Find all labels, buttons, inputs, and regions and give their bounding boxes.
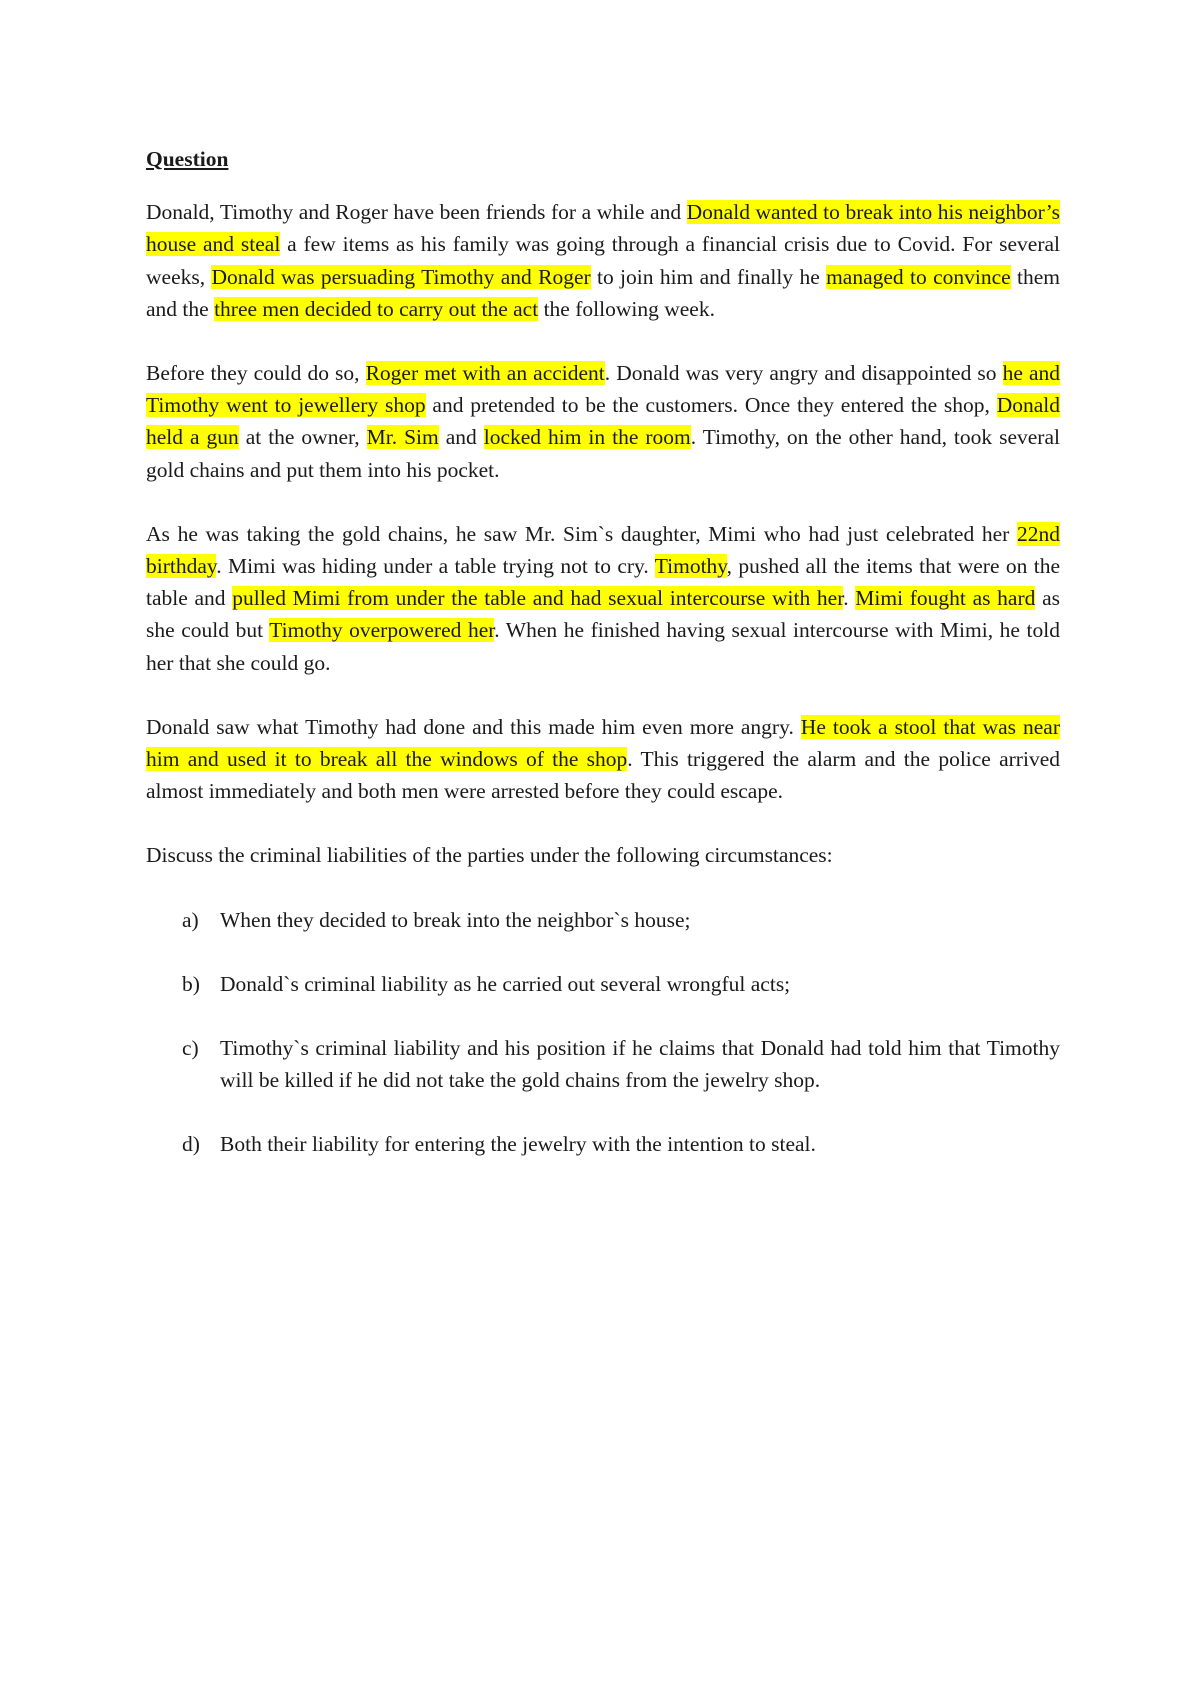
highlighted-text: He took a stool that was near him and used it to break all the windows of the shop [146,714,1060,772]
text-segment: , pushed all the items that were on the table and [146,554,1061,611]
text-segment: Donald saw what Timothy had done and this made him even more angry. [146,714,801,739]
text-segment: As he was taking the gold chains, he saw Mr. Sim`s daughter, Mimi who had just celebrated her [146,521,1017,546]
question-item [146,1032,1060,1096]
highlighted-text: Timothy overpowered her [269,618,495,643]
highlighted-text: Roger met with an accident [365,361,605,386]
highlighted-text: locked him in the room [483,425,691,450]
paragraph [146,711,1060,808]
paragraph [146,357,1060,486]
highlighted-text: 22nd birthday [146,521,1060,579]
paragraph [146,518,1060,679]
highlighted-text: Timothy [654,554,727,579]
highlighted-text: three men decided to carry out the act [214,296,539,321]
question-marker: a) [182,907,199,932]
highlighted-text: Mimi fought as hard [855,586,1036,611]
text-segment: to join him and finally he [590,264,827,289]
highlighted-text: pulled Mimi from under the table and had sexual intercourse with her [232,586,844,611]
text-segment: at the owner, [238,425,367,450]
question-item [146,1128,1060,1160]
highlighted-text: Donald was persuading Timothy and Roger [211,264,591,289]
text-segment: the following week. [538,296,715,321]
question-item [146,904,1060,936]
question-text: Donald`s criminal liability as he carried out several wrongful acts; [220,971,791,996]
highlighted-text: Mr. Sim [366,425,439,450]
question-text: Both their liability for entering the jewelry with the intention to steal. [220,1132,816,1157]
text-segment: Before they could do so, [146,361,366,386]
text-segment: and [438,425,484,450]
question-text: When they decided to break into the neighbor`s house; [220,907,691,932]
text-segment: as she could but [146,586,1060,643]
text-segment: and pretended to be the customers. Once they entered the shop, [425,393,997,418]
paragraph [146,196,1060,325]
text-segment: . [843,586,856,611]
highlighted-text: he and Timothy went to jewellery shop [146,361,1060,418]
question-heading: Question [146,147,229,171]
highlighted-text: Donald wanted to break into his neighbor’s house and steal [146,200,1060,257]
question-marker: c) [182,1036,199,1061]
scenario-paragraphs [146,196,1060,871]
question-item [146,968,1060,1000]
highlighted-text: managed to convince [826,264,1011,289]
question-marker: b) [182,971,200,996]
text-segment: . Mimi was hiding under a table trying not to cry. [216,554,655,579]
text-segment: a few items as his family was going through a financial crisis due to Covid. For several weeks, [146,232,1060,289]
text-segment: . Timothy, on the other hand, took several gold chains and put them into his pocket. [146,425,1060,482]
text-segment: Donald, Timothy and Roger have been friends for a while and [146,200,687,225]
text-segment: . Donald was very angry and disappointed so [604,361,1003,386]
text-segment: them and the [146,264,1060,321]
highlighted-text: Donald held a gun [146,393,1060,450]
question-marker: d) [182,1132,200,1157]
text-segment: . When he finished having sexual intercourse with Mimi, he told her that she could go. [146,618,1060,675]
document-content [146,143,1060,1193]
question-list [146,904,1060,1161]
text-segment: Discuss the criminal liabilities of the parties under the following circumstances: [146,843,833,868]
text-segment: . This triggered the alarm and the police arrived almost immediately and both men were arrested before they could escape. [146,747,1060,804]
question-text: Timothy`s criminal liability and his position if he claims that Donald had told him that Timothy will be killed if he did not take the gold chains from the jewelry shop. [220,1036,1060,1093]
paragraph [146,839,1060,871]
